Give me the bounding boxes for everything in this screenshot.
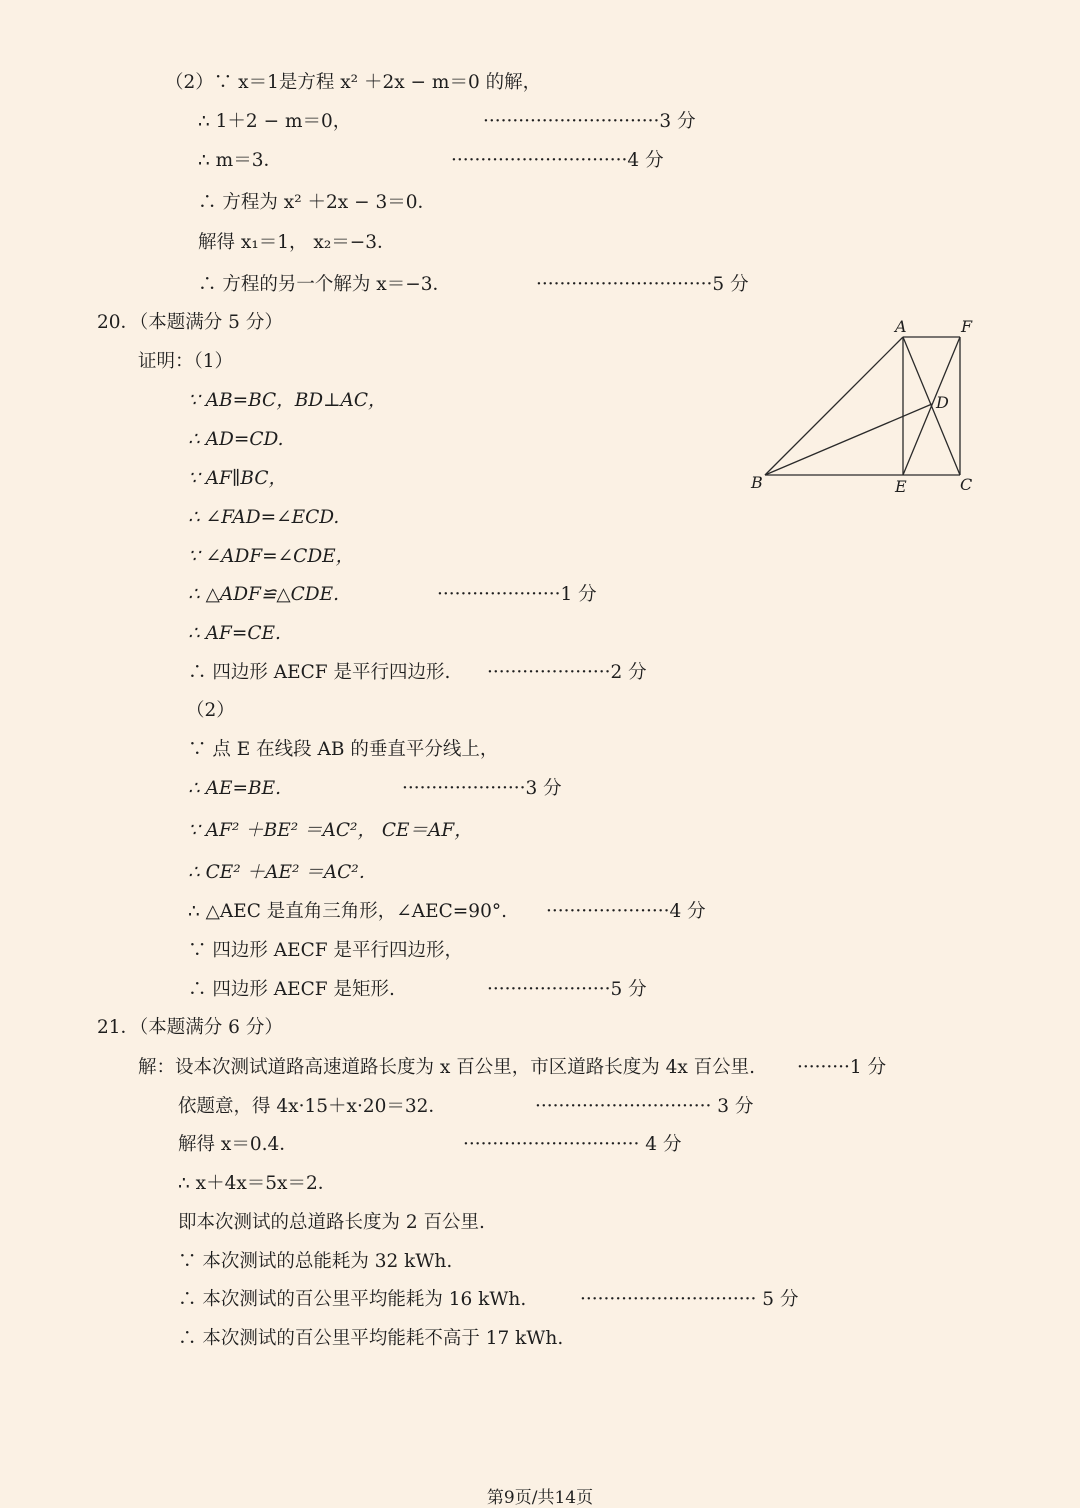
label-C: C [960, 475, 973, 494]
line-q20-s6: ∴ △ADF≌△CDE. [188, 584, 340, 605]
line-q20-s1: ∵ AB=BC，BD⊥AC， [188, 390, 387, 411]
line-q19-step2: ∴ m＝3． [198, 150, 282, 171]
line-q20-s2: ∴ AD=CD. [188, 429, 284, 450]
line-q21-s3: 解得 x＝0.4． [178, 1134, 298, 1155]
score-2: ·····················2 分 [487, 662, 647, 683]
line-q19-step3: ∴ 方程为 x² ＋2x − 3＝0． [198, 192, 436, 213]
line-q21-s8: ∴ 本次测试的百公里平均能耗不高于 17 kWh. [178, 1328, 564, 1349]
score-1c: ·········1 分 [797, 1057, 887, 1078]
heading-q21: 21．（本题满分 6 分） [97, 1017, 283, 1038]
label-B: B [751, 473, 763, 492]
line-q20-s4: ∴ ∠FAD=∠ECD. [188, 507, 340, 528]
line-q20-s7: ∴ AF=CE. [188, 623, 281, 644]
line-q20-s3: ∵ AF∥BC， [188, 468, 287, 489]
line-q21-s5: 即本次测试的总道路长度为 2 百公里. [178, 1212, 485, 1233]
score-3b: ·····················3 分 [402, 778, 562, 799]
page-footer: 第9页/共14页 [486, 1488, 594, 1508]
score-5c: ······························ 5 分 [580, 1289, 799, 1310]
line-q19-step5: ∴ 方程的另一个解为 x＝−3． [198, 274, 451, 295]
label-A: A [895, 317, 907, 336]
score-5: ······························5 分 [536, 274, 749, 295]
line-q20-p2s6: ∵ 四边形 AECF 是平行四边形， [188, 940, 463, 961]
line-q19-2-given: （2）∵ x＝1是方程 x² ＋2x − m＝0 的解， [165, 72, 542, 93]
score-4c: ······························ 4 分 [463, 1134, 682, 1155]
label-D: D [936, 393, 949, 412]
label-E: E [895, 477, 907, 495]
line-q20-s5: ∵ ∠ADF=∠CDE， [188, 546, 355, 567]
line-q19-step1: ∴ 1＋2 − m＝0， [198, 111, 352, 132]
score-3c: ······························ 3 分 [535, 1096, 754, 1117]
heading-q20: 20．（本题满分 5 分） [97, 312, 283, 333]
line-q20-s8: ∴ 四边形 AECF 是平行四边形. [188, 662, 451, 683]
score-5b: ·····················5 分 [487, 979, 647, 1000]
line-q20-p2s2: ∴ AE=BE. [188, 778, 281, 799]
line-q20-p2s7: ∴ 四边形 AECF 是矩形. [188, 979, 395, 1000]
score-3: ······························3 分 [483, 111, 696, 132]
line-q19-step4: 解得 x₁＝1， x₂＝−3． [198, 232, 396, 253]
score-4: ······························4 分 [451, 150, 664, 171]
geometry-figure [745, 315, 985, 495]
line-q20-p2s3: ∵ AF² ＋BE² ＝AC²， CE＝AF， [188, 820, 473, 841]
line-q21-s4: ∴ x＋4x＝5x＝2． [178, 1173, 337, 1194]
line-q21-s1: 解：设本次测试道路高速道路长度为 x 百公里，市区道路长度为 4x 百公里. [138, 1057, 756, 1078]
line-q20-part2: （2） [186, 700, 235, 721]
line-q20-p2s5: ∴ △AEC 是直角三角形，∠AEC=90°. [188, 901, 507, 922]
line-q21-s7: ∴ 本次测试的百公里平均能耗为 16 kWh. [178, 1289, 527, 1310]
line-q20-proof1: 证明：（1） [138, 351, 234, 372]
line-q21-s2: 依题意，得 4x·15＋x·20＝32． [178, 1096, 447, 1117]
segment-AB [765, 337, 903, 475]
line-q21-s6: ∵ 本次测试的总能耗为 32 kWh. [178, 1251, 453, 1272]
label-F: F [961, 317, 973, 336]
score-4b: ·····················4 分 [546, 901, 706, 922]
score-1: ·····················1 分 [437, 584, 597, 605]
line-q20-p2s4: ∴ CE² ＋AE² ＝AC²． [188, 862, 378, 883]
line-q20-p2s1: ∵ 点 E 在线段 AB 的垂直平分线上， [188, 739, 499, 760]
